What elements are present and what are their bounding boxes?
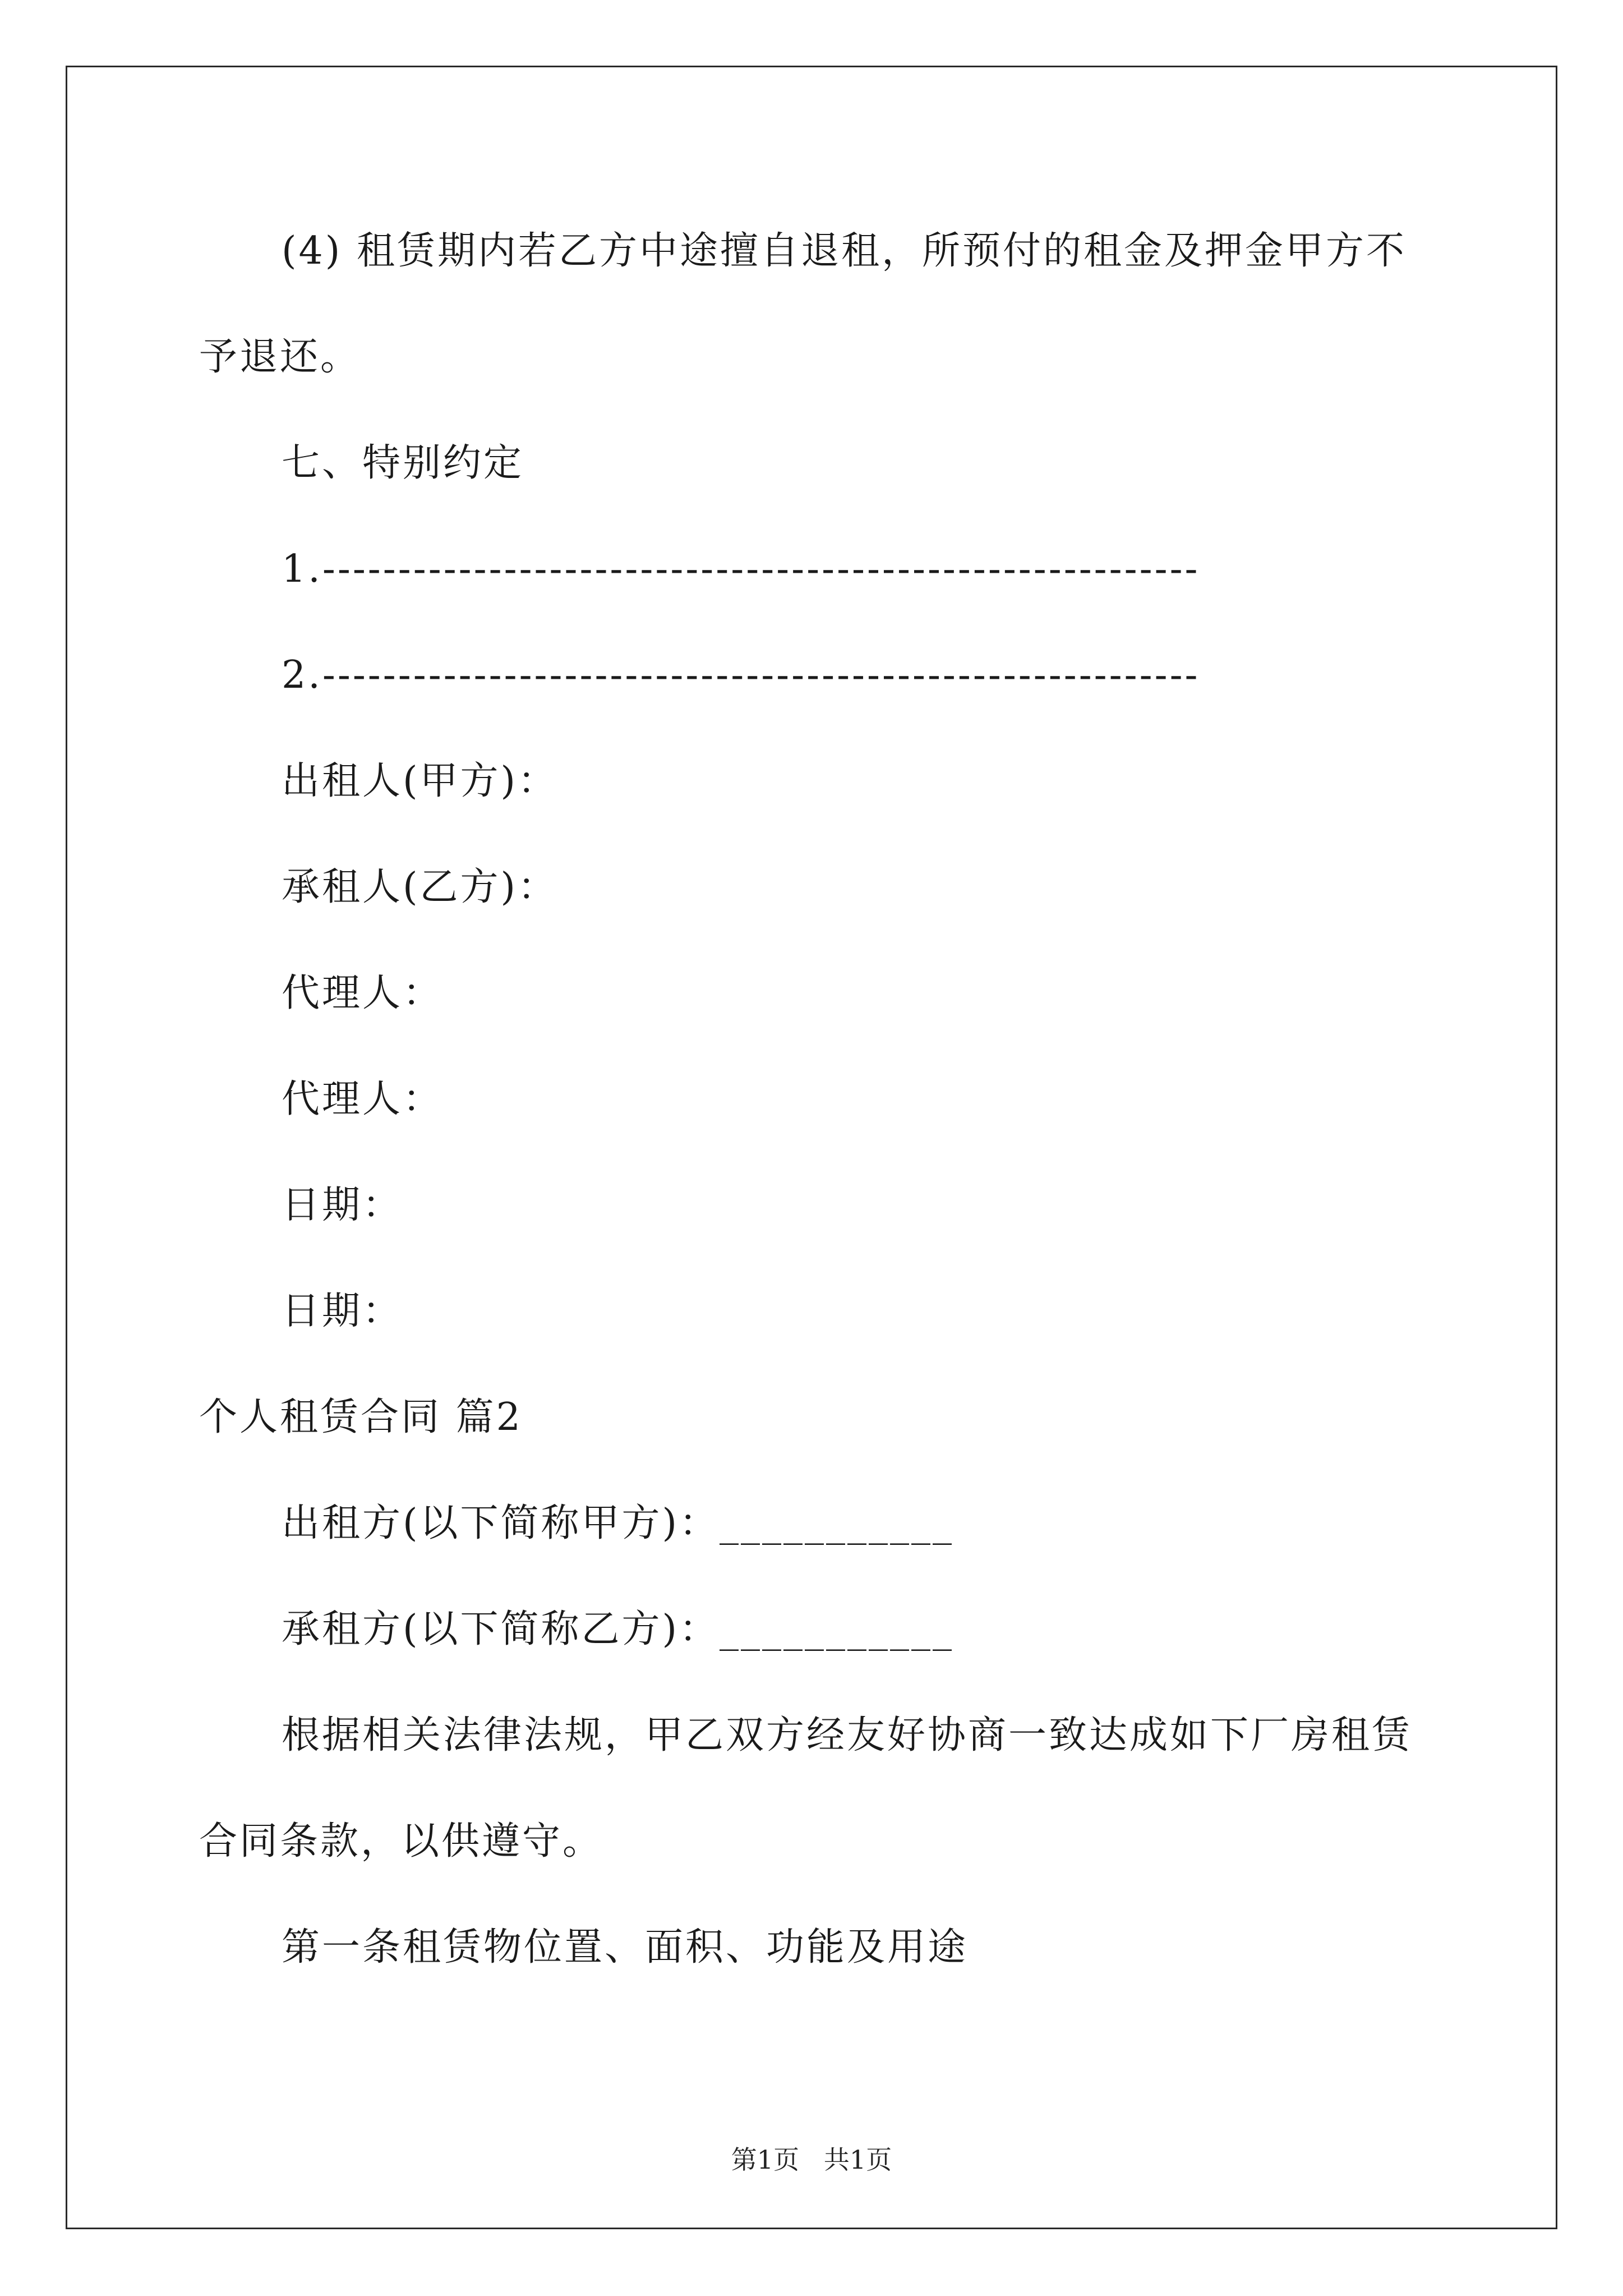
special-item-2: 2.---------------------------------------------------------- xyxy=(282,653,1200,697)
special-item-1: 1.---------------------------------------------------------- xyxy=(282,547,1200,591)
article-1-heading: 第一条租赁物位置、面积、功能及用途 xyxy=(282,1925,969,1970)
agent-label-2: 代理人： xyxy=(282,1077,444,1121)
preamble-line-1: 根据相关法律法规，甲乙双方经友好协商一致达成如下厂房租赁 xyxy=(282,1713,1413,1757)
preamble-line-2: 合同条款，以供遵守。 xyxy=(199,1819,603,1864)
section-special-agreement-heading: 七、特别约定 xyxy=(282,441,524,485)
page-number-footer: 第1页 共1页 xyxy=(731,2145,892,2175)
lessee-party-b-label: 承租人(乙方)： xyxy=(282,865,559,909)
contract-2-title: 个人租赁合同 篇2 xyxy=(199,1395,523,1439)
agent-label-1: 代理人： xyxy=(282,971,444,1015)
clause-4-line-2: 予退还。 xyxy=(199,335,361,379)
date-label-1: 日期： xyxy=(282,1183,403,1227)
lessee-party-b-field: 承租方(以下简称乙方)：___________ xyxy=(282,1607,955,1651)
lessor-party-a-label: 出租人(甲方)： xyxy=(282,759,559,803)
clause-4-line-1: (4) 租赁期内若乙方中途擅自退租，所预付的租金及押金甲方不 xyxy=(282,229,1407,273)
date-label-2: 日期： xyxy=(282,1289,403,1333)
lessor-party-a-field: 出租方(以下简称甲方)：___________ xyxy=(282,1501,955,1545)
page-border xyxy=(66,66,1557,2229)
